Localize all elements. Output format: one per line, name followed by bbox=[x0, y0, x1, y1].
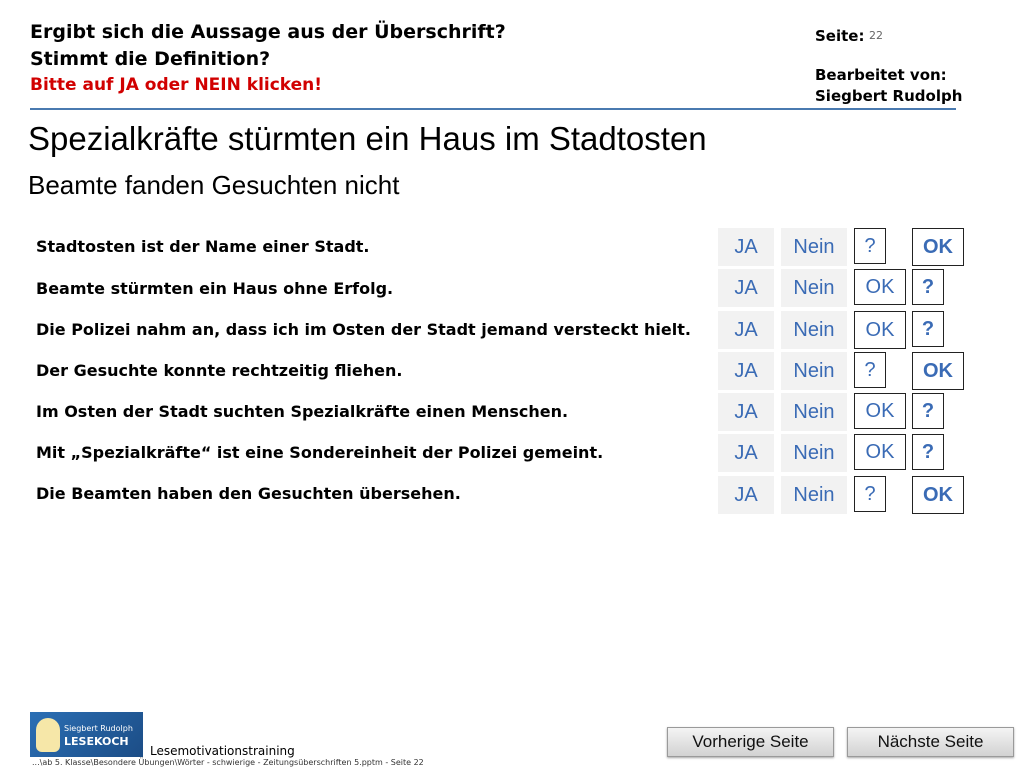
feedback-box: OK bbox=[854, 393, 906, 429]
feedback-box: OK bbox=[912, 352, 964, 390]
feedback-box: ? bbox=[854, 228, 886, 264]
feedback-box: ? bbox=[854, 476, 886, 512]
nein-button[interactable]: Nein bbox=[781, 352, 847, 390]
ja-button[interactable]: JA bbox=[718, 228, 774, 266]
ja-button[interactable]: JA bbox=[718, 393, 774, 431]
instruction-line-1: Ergibt sich die Aussage aus der Überschrift? bbox=[30, 21, 506, 43]
file-path: ...\ab 5. Klasse\Besondere Übungen\Wörter - schwierige - Zeitungsüberschriften 5.pptm - Seite 22 bbox=[32, 758, 424, 767]
instruction-line-3: Bitte auf JA oder NEIN klicken! bbox=[30, 75, 323, 95]
edited-by-label: Bearbeitet von: bbox=[815, 66, 947, 84]
ja-button[interactable]: JA bbox=[718, 352, 774, 390]
nein-button[interactable]: Nein bbox=[781, 228, 847, 266]
lesekoch-logo bbox=[30, 712, 143, 757]
question-text: Beamte stürmten ein Haus ohne Erfolg. bbox=[36, 279, 394, 298]
ja-button[interactable]: JA bbox=[718, 434, 774, 472]
next-page-button[interactable]: Nächste Seite bbox=[847, 727, 1014, 757]
feedback-box: OK bbox=[854, 269, 906, 305]
ja-button[interactable]: JA bbox=[718, 311, 774, 349]
edited-by-name: Siegbert Rudolph bbox=[815, 87, 963, 105]
logo-author: Siegbert Rudolph bbox=[64, 724, 133, 733]
nein-button[interactable]: Nein bbox=[781, 476, 847, 514]
headline: Spezialkräfte stürmten ein Haus im Stadtosten bbox=[28, 120, 707, 157]
question-text: Die Polizei nahm an, dass ich im Osten der Stadt jemand versteckt hielt. bbox=[36, 320, 691, 339]
instruction-line-2: Stimmt die Definition? bbox=[30, 48, 271, 70]
page-number: 22 bbox=[869, 29, 883, 42]
nein-button[interactable]: Nein bbox=[781, 434, 847, 472]
nein-button[interactable]: Nein bbox=[781, 311, 847, 349]
previous-page-button[interactable]: Vorherige Seite bbox=[667, 727, 834, 757]
question-text: Die Beamten haben den Gesuchten übersehen. bbox=[36, 484, 461, 503]
feedback-box: ? bbox=[912, 393, 944, 429]
header-divider bbox=[30, 108, 956, 110]
subheadline: Beamte fanden Gesuchten nicht bbox=[28, 170, 400, 200]
nein-button[interactable]: Nein bbox=[781, 269, 847, 307]
question-text: Stadtosten ist der Name einer Stadt. bbox=[36, 237, 370, 256]
feedback-box: OK bbox=[912, 228, 964, 266]
nein-button[interactable]: Nein bbox=[781, 393, 847, 431]
ja-button[interactable]: JA bbox=[718, 269, 774, 307]
question-text: Mit „Spezialkräfte“ ist eine Sondereinheit der Polizei gemeint. bbox=[36, 443, 604, 462]
page-label: Seite: bbox=[815, 27, 865, 45]
feedback-box: OK bbox=[854, 434, 906, 470]
feedback-box: ? bbox=[912, 311, 944, 347]
feedback-box: OK bbox=[854, 311, 906, 349]
logo-title: LESEKOCH bbox=[64, 735, 129, 748]
feedback-box: ? bbox=[912, 269, 944, 305]
feedback-box: ? bbox=[854, 352, 886, 388]
footer-label: Lesemotivationstraining bbox=[150, 744, 295, 758]
question-text: Der Gesuchte konnte rechtzeitig fliehen. bbox=[36, 361, 403, 380]
lightbulb-icon bbox=[36, 718, 60, 752]
feedback-box: ? bbox=[912, 434, 944, 470]
feedback-box: OK bbox=[912, 476, 964, 514]
ja-button[interactable]: JA bbox=[718, 476, 774, 514]
question-text: Im Osten der Stadt suchten Spezialkräfte einen Menschen. bbox=[36, 402, 569, 421]
